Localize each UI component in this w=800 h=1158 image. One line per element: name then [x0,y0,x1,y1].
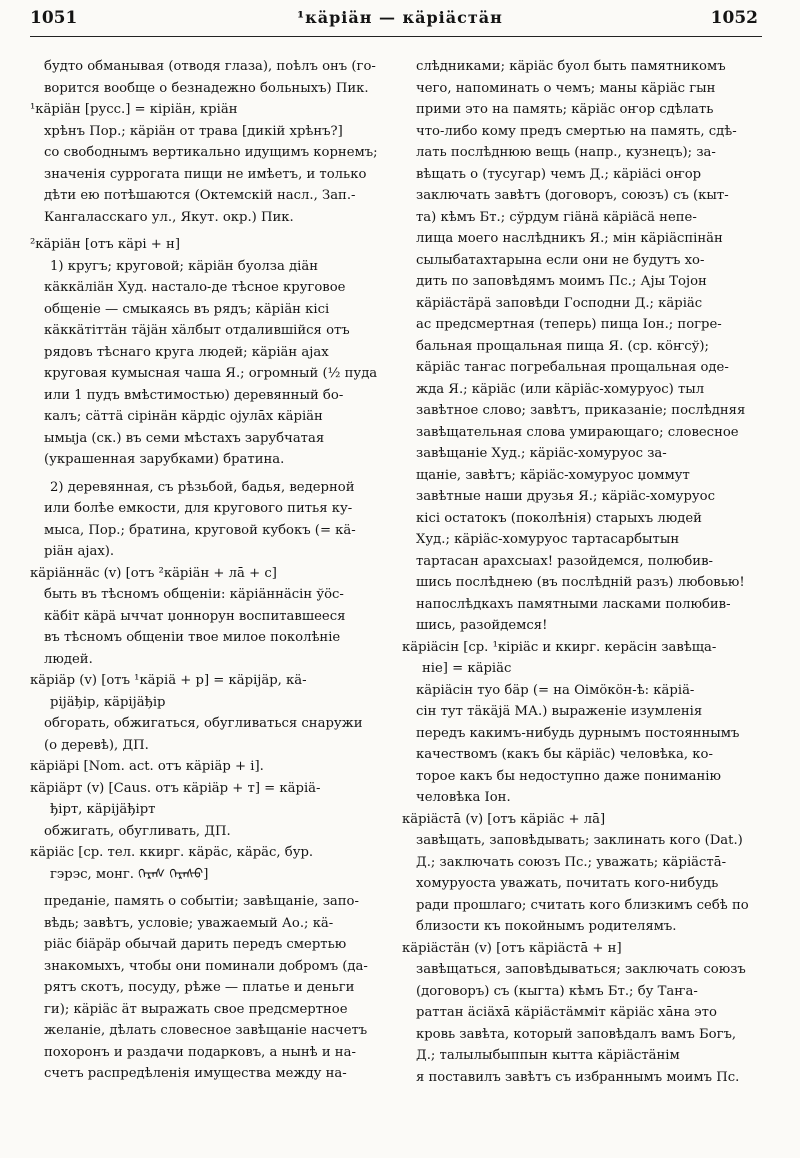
entry-headword-line: кäріäр (v) [отъ ¹кäріä + р] = кäрiјäр, кä- [30,673,307,688]
text-line: ворится вообще о безнадежно больныхъ) Пик. [44,80,369,96]
text-line: бальная прощальная пища Я. (ср. кöҥсў); [416,338,709,354]
text-line: завѣщаться, заповѣдываться; заключать союзъ [416,962,746,977]
text-line: со свободнымъ вертикально идущимъ корнемъ; [44,145,378,160]
text-line: передъ какимъ-нибудь дурнымъ постояннымъ [416,725,740,741]
entry-headword-line: кäріäннäс (v) [отъ ²кäріäн + лā + с] [30,565,277,581]
text-line: кäріäстäрä заповѣди Господни Д.; кäріäс [416,295,703,311]
text-line: общеніе — смыкаясь въ рядъ; кäріäн кісі [44,301,330,317]
text-line: кäбiт кäрä ыччат џоннорун воспитавшееся [44,608,346,624]
entry-headword-line: кäріäстäн (v) [отъ кäріäстā + н] [402,940,622,956]
text-line: кäріäс таҥас погребальная прощальная оде- [416,360,729,375]
text-line: щаніе, завѣтъ; кäріäс-хомуруос џоммут [416,467,690,483]
text-line: Д.; талылыбыппын кытта кäріäстäнiм [416,1048,680,1063]
text-line: рiјäђiр, кäрiјäђiр [50,694,166,710]
text-line: знакомыхъ, чтобы они поминали добромъ (да- [44,958,368,974]
text-line: та) кѣмъ Бт.; сўрдум гiäнä кäріäсä непе- [416,209,697,225]
text-line: будто обманывая (отводя глаза), поѣлъ онъ (го- [44,59,376,74]
text-line: человѣка Іон. [416,790,511,805]
text-line: Худ.; кäріäс-хомуруос тартасарбытын [416,532,680,547]
text-line: тартасан арахсыах! разойдемся, полюбив- [416,553,713,569]
text-line: завѣщательная слова умирающаго; словесное [416,424,739,440]
text-line: значенія суррогата пищи не имѣетъ, и только [44,166,367,182]
text-line: желаніе, дѣлать словесное завѣщаніе насчетъ [44,1023,368,1038]
text-line: гэрэс, монг. ᠭᠡᠷᠡᠰ ᠭᠡᠷᠡᠰᠦ] [50,866,209,882]
text-line: близости къ покойнымъ родителямъ. [416,919,677,934]
text-line: хрѣнъ Пор.; кäріäн от трава [дикій хрѣнъ?] [44,123,343,139]
text-line: завѣтные наши друзья Я.; кäріäс-хомуруос [416,489,715,504]
text-line: ас предсмертная (теперь) пища Іон.; погре- [416,317,722,332]
text-line: Д.; заключать союзъ Пс.; уважать; кäріäстā- [416,854,727,870]
text-line: ги); кäріäс äт выражать свое предсмертное [44,1001,348,1017]
text-line: обгорать, обжигаться, обугливаться снаружи [44,716,363,731]
page-header [0,0,800,34]
text-line: похоронъ и раздачи подарковъ, а нынѣ и на- [44,1044,356,1060]
text-line: хомуруоста уважать, почитать кого-нибудь [416,876,719,891]
text-line: ріäс бiäрäр обычай дарить передъ смертью [44,937,347,952]
text-line: раттан äсiäхā кäріäстäммiт кäріäс хāна это [416,1005,717,1020]
text-line: ђiрт, кäрiјäђiрт [50,802,156,817]
text-line: жда Я.; кäріäс (или кäріäс-хомуруос) тыл [416,381,705,397]
text-line: лища моего наслѣдникъ Я.; мiн кäріäспiнäн [416,231,723,246]
text-line: сiн тут тäкäjä МА.) выраженіе изумленія [416,704,703,719]
entry-headword-line: кäріäс [ср. тел. ккирг. кäрäс, кäрäс, бур. [30,845,314,860]
text-line: кровь завѣта, который заповѣдалъ вамъ Богъ, [416,1026,737,1042]
text-line: ымыjа (ск.) въ семи мѣстахъ зарубчатая [44,430,325,446]
text-line: лать послѣднюю вещь (напр., кузнецъ); за- [416,145,716,160]
text-line: завѣщать, заповѣдывать; заклинать кого (Dat.) [416,833,743,848]
text-line: или 1 пудъ вмѣстимостью) деревянный бо- [44,387,344,403]
text-line: въ тѣсномъ общеніи твое милое поколѣніе [44,630,341,645]
text-line: людей. [44,651,93,667]
text-line: круговая кумысная чаша Я.; огромный (½ пуда [44,366,378,381]
text-line: счетъ распредѣленія имущества между на- [44,1066,347,1081]
entry-headword-line: кäріäрт (v) [Caus. отъ кäріäр + т] = кäрiä- [30,780,321,796]
text-line: (украшенная зарубками) братина. [44,452,285,467]
text-line: рядовъ тѣснаго круга людей; кäріäн аjах [44,344,329,360]
right-column [402,56,766,1088]
text-line: Кангаласскаго ул., Якут. окр.) Пик. [44,209,294,225]
text-line: я поставилъ завѣтъ съ избраннымъ моимъ Пс. [416,1069,740,1085]
text-line: обжигать, обугливать, ДП. [44,823,231,839]
text-line: или болѣе емкости, для кругового питья ку- [44,501,353,516]
text-line: преданіе, память о событіи; завѣщаніе, запо- [44,894,359,909]
text-line: дѣти ею потѣшаются (Октемскій насл., Зап.- [44,188,356,203]
entry-headword-line: ¹кäріäн [русс.] = кіріäн, кріäн [30,102,238,117]
text-line: рятъ скотъ, посуду, рѣже — платье и деньги [44,980,355,995]
text-line: шись послѣднею (въ послѣдній разъ) любовью! [416,575,745,590]
text-line: вѣщать о (тусугар) чемъ Д.; кäріäсi оҥор [416,166,702,182]
header-rule [30,36,762,37]
text-line: (договоръ) съ (кыгта) кѣмъ Бт.; бу Таҥа- [416,983,698,999]
text-line: 2) деревянная, съ рѣзьбой, бадья, ведерной [50,479,355,495]
text-line: что-либо кому предъ смертью на память, сдѣ- [416,123,737,139]
text-line: вѣдь; завѣтъ, условіе; уважаемый Ао.; кä- [44,915,334,931]
entry-headword-line: ²кäріäн [отъ кäрі + н] [30,237,180,252]
text-line: мыса, Пор.; братина, круговой кубокъ (= кä- [44,522,356,538]
entry-headword-line: кäріäсiн [ср. ¹кіріäс и ккирг. керäсiн завѣща- [402,639,717,655]
text-line: ніе] = кäріäс [422,661,512,676]
text-line: ради прошлаго; считать кого близкимъ себѣ по [416,897,749,913]
text-line: заключать завѣтъ (договоръ, союзъ) съ (кыт- [416,188,729,203]
entry-headword-line: кäріäрi [Nom. act. отъ кäріäр + i]. [30,759,264,774]
text-line: сылыбатахтарына если они не будутъ хо- [416,252,705,268]
text-line: быть въ тѣсномъ общеніи: кäріäннäсiн ўöс- [44,587,344,602]
text-line: шись, разойдемся! [416,618,548,633]
text-line: (о деревѣ), ДП. [44,737,149,753]
text-line: завѣщаніе Худ.; кäріäс-хомуруос за- [416,446,667,461]
text-line: ріäн аjах). [44,544,115,559]
right-page-number: 1052 [710,8,758,28]
text-line: 1) кругъ; круговой; кäріäн буолза діäн [50,258,319,274]
text-line: завѣтное слово; завѣтъ, приказаніе; послѣдняя [416,403,746,418]
text-line: кäккäтiттäн тäjäн хäлбыт отдалившійся отъ [44,323,350,338]
text-line: кäккäлiäн Худ. настало-де тѣсное круговое [44,280,346,295]
left-column [30,56,398,1085]
text-line: напослѣдкахъ памятными ласками полюбив- [416,596,731,612]
text-line: прими это на память; кäріäс оҥор сдѣлать [416,102,714,117]
text-line: качествомъ (какъ бы кäріäс) человѣка, ко- [416,747,713,762]
running-title: ¹кäріäн — кäріäстäн [297,8,503,27]
entry-headword-line: кäріäстā (v) [отъ кäріäс + лā] [402,811,606,827]
text-line: калъ; сäттä сірiнäн кäрдiс оjулāх кäріäн [44,409,323,424]
text-line: слѣдниками; кäріäс буол быть памятникомъ [416,59,726,74]
text-line: чего, напоминать о чемъ; маны кäріäс гын [416,80,716,96]
text-line: торое какъ бы недоступно даже пониманію [416,768,721,784]
text-line: дить по заповѣдямъ моимъ Пс.; Аjы Тојон [416,274,707,289]
left-page-number: 1051 [30,8,78,28]
text-line: кісi остатокъ (поколѣнія) старыхъ людей [416,510,702,526]
text-line: кäріäсiн туо бäр (= на Оiмöкöн-ѣ: кäріä- [416,682,695,698]
